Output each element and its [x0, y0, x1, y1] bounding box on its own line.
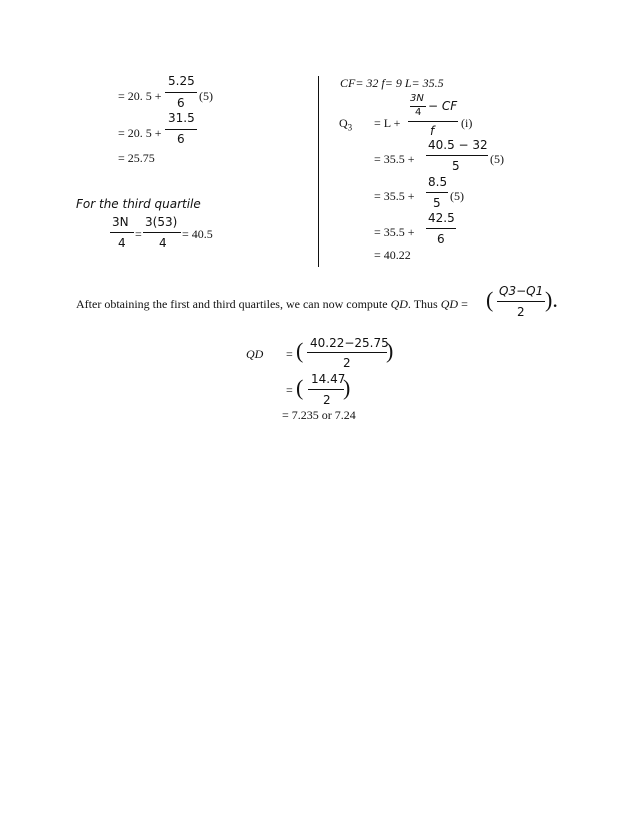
qd-paren-open-2: ( [296, 375, 304, 400]
qd-denominator-1: 2 [343, 356, 351, 370]
qd-numerator-2: 14.47 [311, 372, 346, 386]
q3-step2-numerator: 40.5 − 32 [428, 138, 488, 152]
fraction-bar [497, 301, 545, 302]
q1-step1-denominator: 6 [177, 96, 185, 110]
tq-numerator-2: 3(53) [145, 215, 178, 229]
q3-step3-prefix: = 35.5 + [374, 189, 415, 203]
qd-denominator-2: 2 [323, 393, 331, 407]
fraction-bar [143, 232, 181, 233]
q3-result: = 40.22 [374, 248, 411, 262]
fraction-bar [165, 92, 197, 93]
qd-paren-close-1: ) [386, 338, 394, 363]
sentence-paren-close: ). [545, 287, 558, 312]
fraction-bar [110, 232, 134, 233]
q3-inner-numerator: 3N [410, 93, 424, 104]
q3-inner-denominator: 4 [415, 107, 422, 118]
q3-formula-prefix: = L + [374, 116, 401, 130]
q1-step1-suffix: (5) [199, 89, 213, 103]
column-divider [318, 76, 319, 267]
sentence-fraction-numerator: Q3−Q1 [499, 284, 544, 298]
qd-numerator-1: 40.22−25.75 [310, 336, 389, 350]
q3-denominator: f [430, 124, 435, 138]
fraction-bar [307, 352, 387, 353]
qd-equals-1: = [286, 347, 293, 361]
tq-numerator-1: 3N [112, 215, 129, 229]
qd-paren-open-1: ( [296, 338, 304, 363]
fraction-bar [165, 129, 197, 130]
q3-step3-denominator: 5 [433, 196, 441, 210]
q1-step2-denominator: 6 [177, 132, 185, 146]
q3-givens: CF= 32 f= 9 L= 35.5 [340, 76, 444, 90]
q1-step1-prefix: = 20. 5 + [118, 89, 162, 103]
fraction-bar [408, 121, 458, 122]
third-quartile-heading: For the third quartile [76, 197, 201, 211]
q3-step3-numerator: 8.5 [428, 175, 448, 189]
q3-step4-numerator: 42.5 [428, 211, 455, 225]
qd-label: QD [246, 347, 264, 361]
q3-step3-suffix: (5) [450, 189, 464, 203]
tq-denominator-1: 4 [118, 236, 126, 250]
q3-label: $Q_3$ [339, 116, 353, 133]
tq-result: = 40.5 [182, 227, 213, 241]
qd-result: = 7.235 or 7.24 [282, 408, 356, 422]
q1-step2-numerator: 31.5 [168, 111, 195, 125]
q3-suffix: (i) [461, 116, 473, 130]
q3-step2-denominator: 5 [452, 159, 460, 173]
q3-step4-denominator: 6 [437, 232, 445, 246]
fraction-bar [308, 389, 344, 390]
qd-paren-close-2: ) [343, 375, 351, 400]
q3-minus-cf: − CF [428, 99, 458, 113]
q1-step1-numerator: 5.25 [168, 74, 195, 88]
tq-equals: = [135, 227, 142, 241]
q3-step2-prefix: = 35.5 + [374, 152, 415, 166]
q1-result: = 25.75 [118, 151, 155, 165]
tq-denominator-2: 4 [159, 236, 167, 250]
q3-step2-suffix: (5) [490, 152, 504, 166]
q1-step2-prefix: = 20. 5 + [118, 126, 162, 140]
sentence-fraction-denominator: 2 [517, 305, 525, 319]
fraction-bar [426, 228, 456, 229]
fraction-bar [426, 155, 488, 156]
fraction-bar [426, 192, 448, 193]
sentence-paren-open: ( [486, 287, 494, 312]
sentence-text: After obtaining the first and third quartiles, we can now compute QD. Thus QD = [76, 297, 468, 311]
qd-equals-2: = [286, 383, 293, 397]
q3-step4-prefix: = 35.5 + [374, 225, 415, 239]
